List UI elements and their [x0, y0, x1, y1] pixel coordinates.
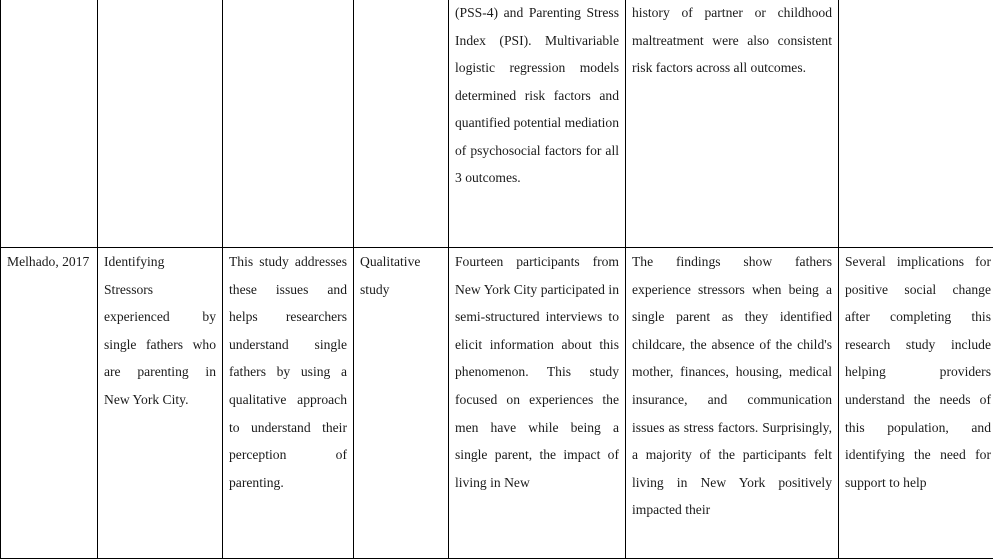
methods-cell — [449, 0, 626, 248]
findings-text: history of partner or childhood maltreatment were also consistent risk factors across all outcomes. — [632, 0, 832, 82]
purpose-cell — [223, 248, 354, 559]
implications-cell — [839, 248, 993, 559]
methods-text: (PSS-4) and Parenting Stress Index (PSI). Multivariable logistic regression models determined risk factors and quantified potential mediation of psychosocial factors for all 3 outcomes. — [455, 0, 619, 192]
table-row — [1, 248, 993, 559]
title-cell — [98, 0, 223, 248]
purpose-cell — [223, 0, 354, 248]
findings-cell — [626, 0, 839, 248]
design-cell — [354, 0, 449, 248]
author-cell — [1, 0, 98, 248]
title-text: Identifying Stressors experienced by single fathers who are parenting in New York City. — [104, 248, 216, 414]
author-text: Melhado, 2017 — [7, 248, 91, 276]
author-cell — [1, 248, 98, 559]
implications-text: Several implications for positive social change after completing this research study include helping providers understand the needs of this population, and identifying the need for support to help — [845, 248, 991, 496]
findings-cell — [626, 248, 839, 559]
implications-cell — [839, 0, 993, 248]
table-row — [1, 0, 993, 248]
design-text: Qualitative study — [360, 248, 442, 303]
methods-text: Fourteen participants from New York City participated in semi-structured interviews to elicit information about this phenomenon. This study focused on experiences the men have while being a single parent, the impact of living in New — [455, 248, 619, 496]
purpose-text: This study addresses these issues and helps researchers understand single fathers by using a qualitative approach to understand their perception of parenting. — [229, 248, 347, 496]
methods-cell — [449, 248, 626, 559]
title-cell — [98, 248, 223, 559]
design-cell — [354, 248, 449, 559]
findings-text: The findings show fathers experience stressors when being a single parent as they identified childcare, the absence of the child's mother, finances, housing, medical insurance, and communication issues as stress factors. Surprisingly, a majority of the participants felt living in New York positively impacted their — [632, 248, 832, 524]
